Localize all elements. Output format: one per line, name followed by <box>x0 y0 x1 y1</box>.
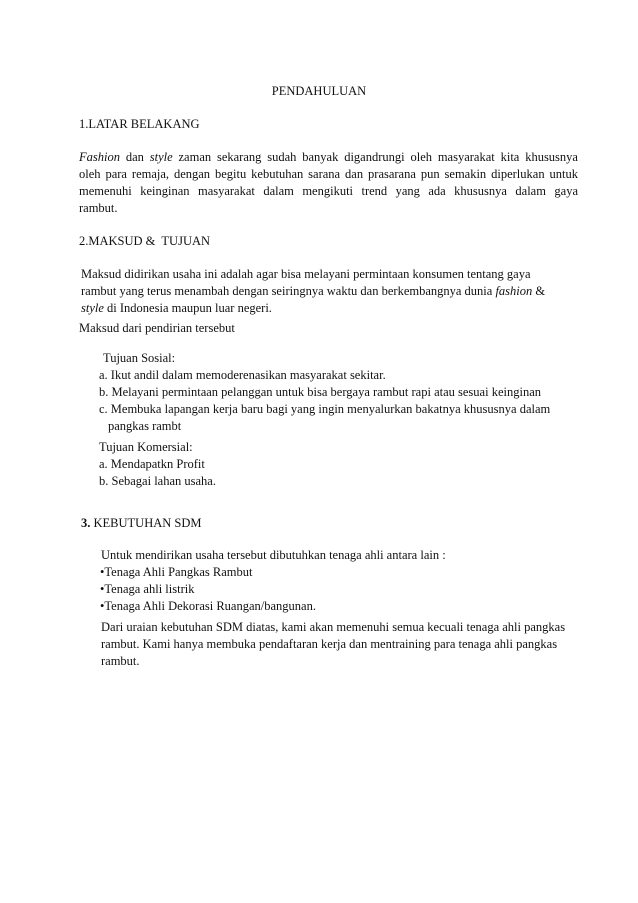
list-item-continuation: pangkas rambt <box>108 419 182 433</box>
list-item: b. Melayani permintaan pelanggan untuk bisa bergaya rambut rapi atau sesuai keinginan <box>99 385 541 399</box>
paragraph-line: rambut. <box>101 654 140 668</box>
paragraph-line: oleh para remaja, dengan begitu kebutuhan sarana dan prasarana pun semakin diperlukan untuk <box>79 167 578 181</box>
sdm-intro: Untuk mendirikan usaha tersebut dibutuhkan tenaga ahli antara lain : <box>101 548 446 562</box>
section-2-heading: 2.MAKSUD & TUJUAN <box>79 234 211 248</box>
sdm-bullet-list <box>100 564 316 615</box>
bullet-icon: • <box>100 582 105 596</box>
section-1-paragraph <box>79 149 578 217</box>
text-run: di Indonesia maupun luar negeri. <box>103 301 272 315</box>
list-item: a. Mendapatkn Profit <box>99 457 205 471</box>
bullet-text: Tenaga Ahli Dekorasi Ruangan/bangunan. <box>104 599 316 613</box>
paragraph-line: rambut. <box>79 201 118 215</box>
paragraph-line: Dari uraian kebutuhan SDM diatas, kami akan memenuhi semua kecuali tenaga ahli pangkas <box>101 620 566 634</box>
commercial-goals-list <box>99 456 216 490</box>
bullet-item <box>100 598 316 615</box>
intro-line <box>81 300 581 317</box>
text-run: dan <box>119 150 150 164</box>
intro-line <box>81 283 581 300</box>
bullet-text: Tenaga Ahli Pangkas Rambut <box>104 565 253 579</box>
text-run: & <box>532 284 546 298</box>
social-goals-label: Tujuan Sosial: <box>103 351 176 365</box>
paragraph-line: memenuhi keinginan masyarakat dalam mengikuti trend yang ada khususnya dalam gaya <box>79 184 578 198</box>
section-3-heading <box>81 515 202 532</box>
section-1-heading: 1.LATAR BELAKANG <box>79 117 200 131</box>
bullet-text: Tenaga ahli listrik <box>104 582 195 596</box>
intro-line: Maksud didirikan usaha ini adalah agar bisa melayani permintaan konsumen tentang gaya <box>81 267 531 281</box>
list-item: a. Ikut andil dalam memoderenasikan masyarakat sekitar. <box>99 368 386 382</box>
commercial-goals-label: Tujuan Komersial: <box>99 440 193 454</box>
list-item: b. Sebagai lahan usaha. <box>99 474 216 488</box>
social-goals-list <box>99 367 550 418</box>
text-run: rambut yang terus menambah dengan seiringnya waktu dan berkembangnya dunia <box>81 284 496 298</box>
list-item: c. Membuka lapangan kerja baru bagi yang ingin menyalurkan bakatnya khususnya dalam <box>99 402 551 416</box>
bullet-item <box>100 581 316 598</box>
bullet-icon: • <box>100 599 105 613</box>
emphasis-text: style <box>81 301 104 315</box>
paragraph-line <box>79 149 578 166</box>
paragraph-line: rambut. Kami hanya membuka pendaftaran kerja dan mentraining para tenaga ahli pangkas <box>101 637 558 651</box>
sdm-closing-paragraph <box>101 619 591 670</box>
section-2-intro <box>81 266 581 317</box>
emphasis-text: Fashion <box>79 150 120 164</box>
page-title: PENDAHULUAN <box>271 84 367 98</box>
bullet-icon: • <box>100 565 105 579</box>
text-run: zaman sekarang sudah banyak digandrungi oleh masyarakat kita khususnya <box>172 150 578 164</box>
bullet-item <box>100 564 316 581</box>
emphasis-text: fashion <box>495 284 533 298</box>
section-2-sub-intro: Maksud dari pendirian tersebut <box>79 321 235 335</box>
section-title: KEBUTUHAN SDM <box>90 516 202 530</box>
section-number: 3. <box>81 516 91 530</box>
emphasis-text: style <box>149 150 173 164</box>
